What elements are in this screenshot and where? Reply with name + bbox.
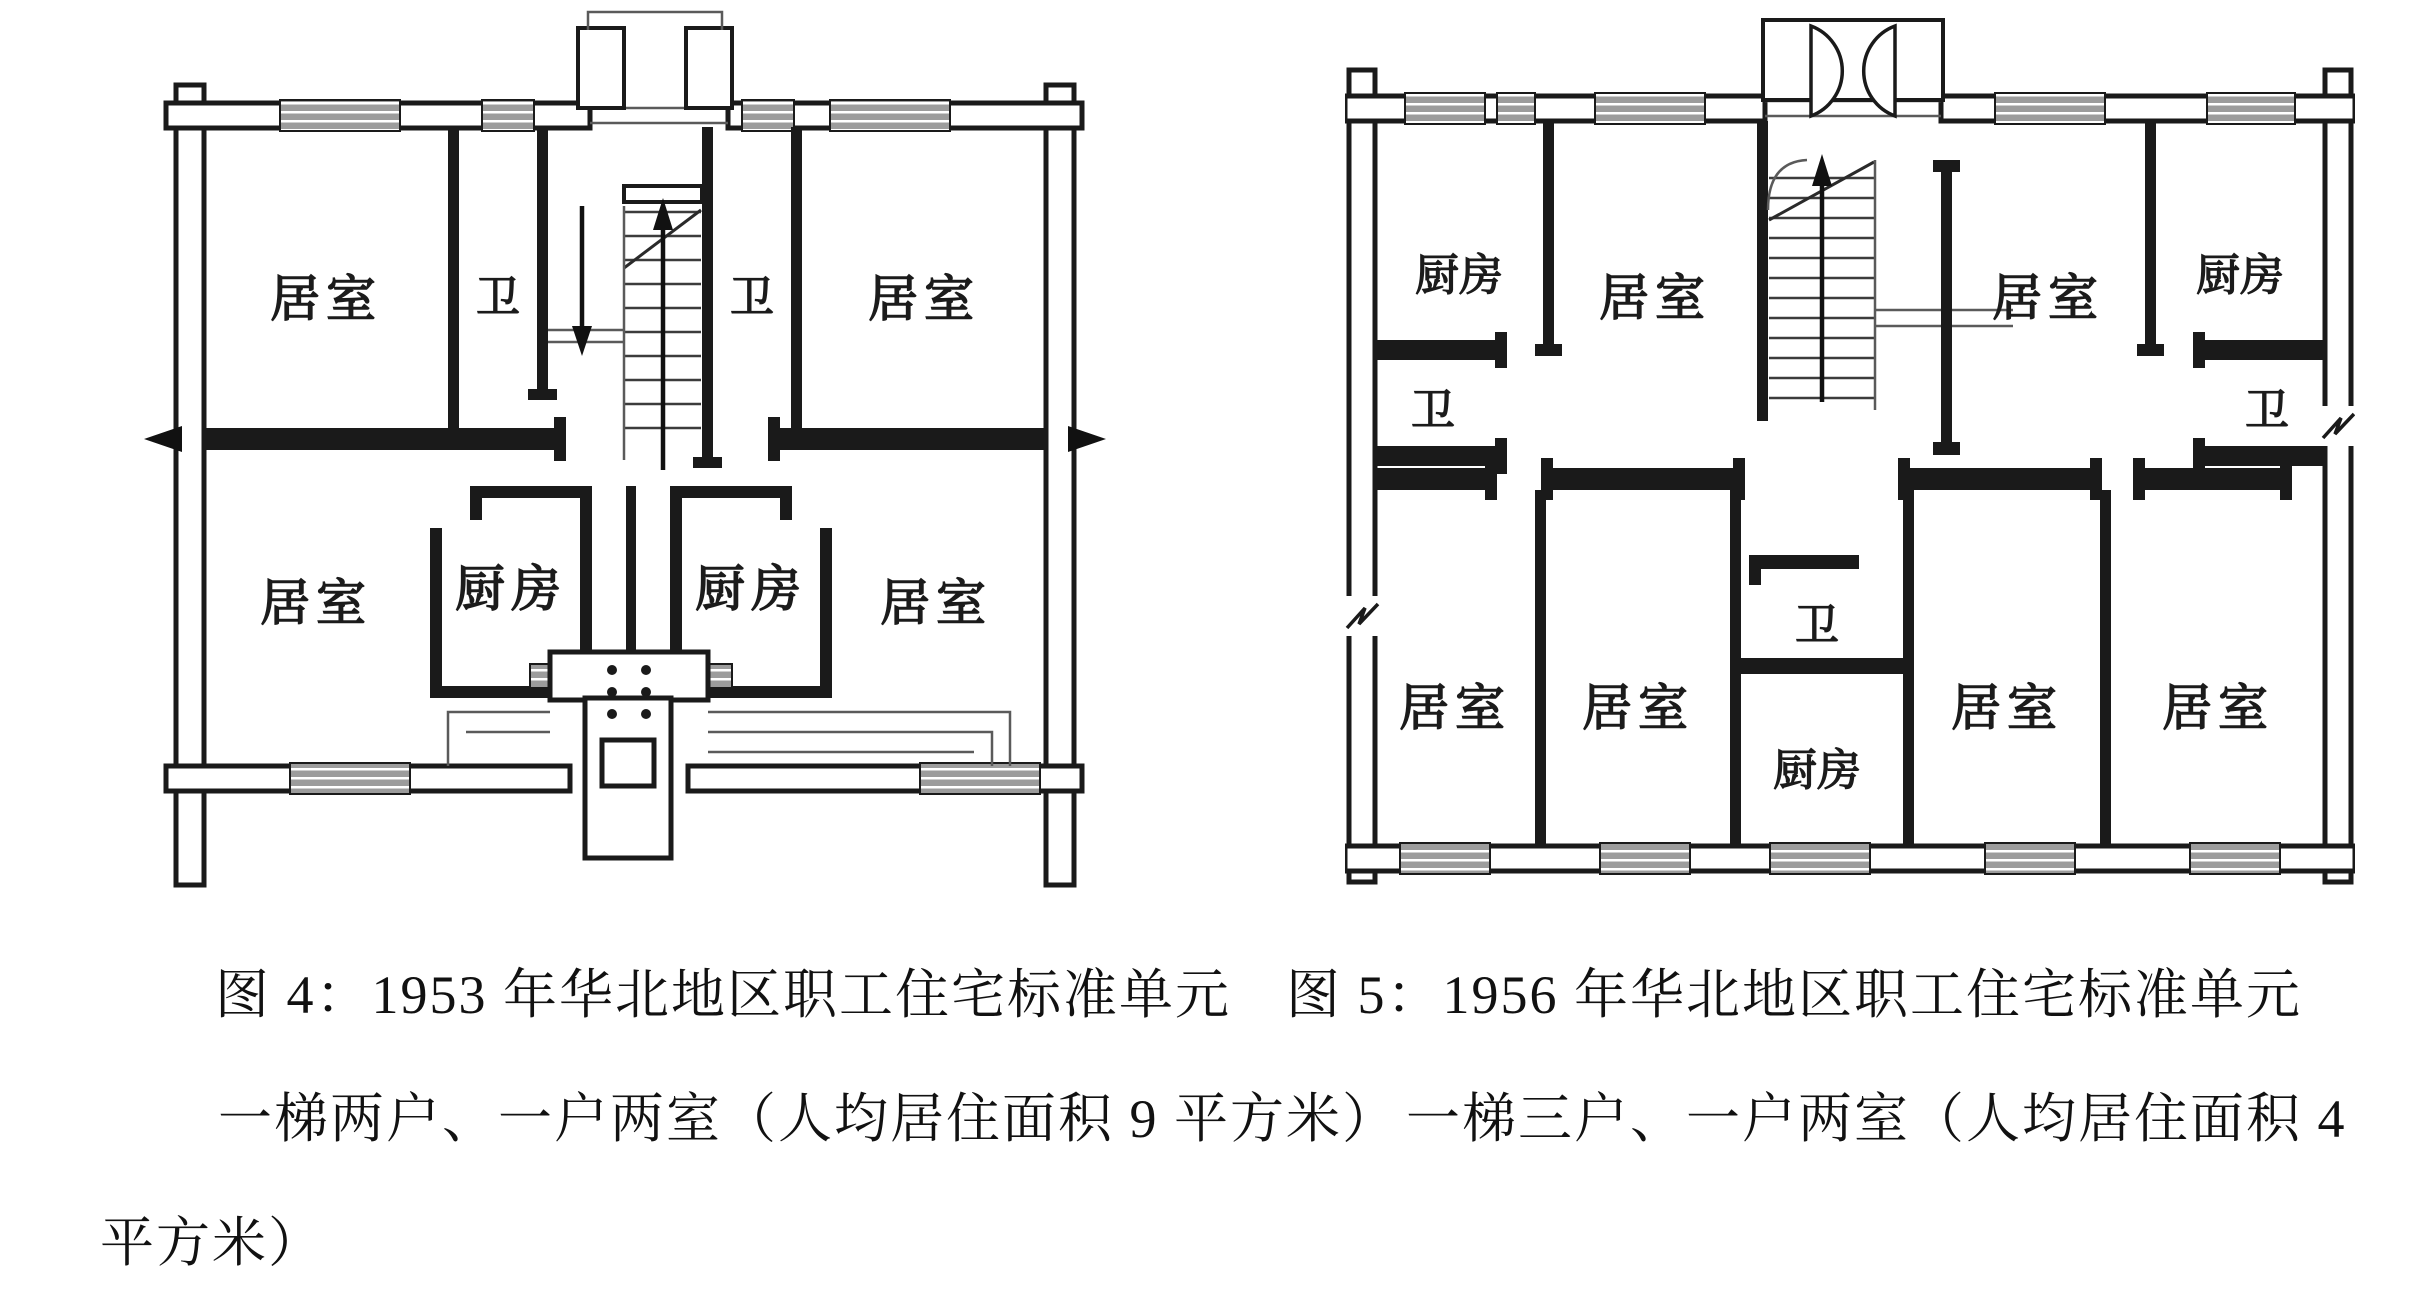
figure4-floorplan: [130, 0, 1120, 900]
fig4-room-label-bathroom: 卫: [730, 273, 774, 322]
fig5-room-label-bedroom: 居室: [1599, 270, 1711, 326]
fig4-entry-porch: [578, 12, 732, 108]
fig4-staircase: [548, 186, 702, 470]
fig5-room-label-kitchen: 厨房: [1415, 251, 1503, 300]
fig5-entry-porch: [1763, 20, 1943, 116]
fig4-room-label-bathroom: 卫: [476, 273, 520, 322]
figure5-description-part1: 一梯三户、一户两室（人均居住面积 4: [1406, 1089, 2347, 1149]
fig4-right-arrow: [1068, 426, 1106, 452]
fig4-room-label-bedroom: 居室: [270, 271, 382, 327]
figure5-floorplan: [1345, 10, 2355, 890]
figure5-caption: 图 5：1956 年华北地区职工住宅标准单元: [1286, 965, 2302, 1025]
fig4-left-arrow: [144, 426, 182, 452]
fig4-room-label-kitchen: 厨房: [455, 561, 567, 617]
fig5-room-label-bedroom: 居室: [1992, 270, 2104, 326]
fig5-room-label-kitchen: 厨房: [2196, 251, 2284, 300]
fig4-down-arrow: [572, 206, 592, 356]
fig5-room-label-kitchen: 厨房: [1773, 746, 1861, 795]
fig4-room-label-bedroom: 居室: [260, 575, 372, 631]
fig4-room-label-bedroom: 居室: [868, 271, 980, 327]
fig5-staircase: [1768, 154, 2013, 410]
caption-line-1: [215, 952, 2302, 1029]
fig5-room-label-bathroom: 卫: [1795, 601, 1839, 650]
fig5-room-label-bathroom: 卫: [2245, 386, 2289, 435]
fig4-room-label-bedroom: 居室: [880, 575, 992, 631]
fig5-room-label-bedroom: 居室: [1399, 680, 1511, 736]
fig5-room-label-bedroom: 居室: [1951, 680, 2063, 736]
fig5-corridor-walls: [1375, 458, 2292, 500]
fig5-room-label-bedroom: 居室: [2162, 680, 2274, 736]
figure4-description: 一梯两户、一户两室（人均居住面积 9 平方米）: [218, 1089, 1398, 1149]
caption-line-3: [100, 1200, 324, 1277]
caption-line-2: [218, 1076, 2347, 1153]
fig5-room-label-bathroom: 卫: [1411, 386, 1455, 435]
fig5-room-label-bedroom: 居室: [1582, 680, 1694, 736]
figure5-description-part2: 平方米）: [100, 1213, 324, 1273]
figure4-caption: 图 4：1953 年华北地区职工住宅标准单元: [215, 965, 1231, 1025]
fig4-room-label-kitchen: 厨房: [695, 561, 807, 617]
